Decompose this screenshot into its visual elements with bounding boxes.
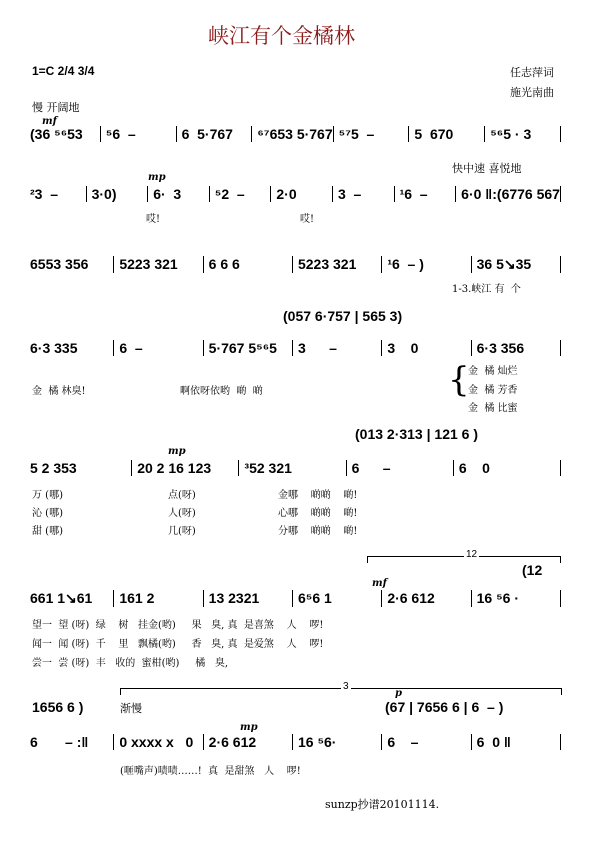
- measure: (36 ⁵⁶53: [30, 126, 83, 142]
- measure: ¹6 – ): [381, 256, 470, 273]
- tempo-marking: 渐慢: [120, 702, 142, 715]
- interlude: (013 2·313 | 121 6 ): [355, 426, 478, 442]
- lyric: 几(呀): [168, 526, 196, 537]
- measure: ¹6 –: [394, 186, 456, 202]
- lyric: 1-3.峡江 有 个: [452, 284, 521, 295]
- dynamic-p: p: [395, 688, 402, 699]
- lyric: 金 橘 芳香: [468, 385, 518, 396]
- dynamic-mf: mf: [42, 116, 57, 127]
- lyric: 心哪 啲啲 啲!: [278, 508, 358, 519]
- tempo-marking: 快中速 喜悦地: [452, 162, 522, 175]
- measure: ⁵⁶5 · 3: [484, 126, 560, 142]
- measure: 3·0): [86, 186, 148, 202]
- measure: 6 0: [453, 460, 560, 476]
- notation-row: [30, 590, 561, 607]
- lyric: 啊依呀依哟 啲 啲: [180, 386, 263, 397]
- brace: {: [448, 360, 470, 400]
- lyric: (咂嘴声)啧啧……! 真 是甜煞 人 啰!: [120, 766, 301, 777]
- notation-row: [30, 460, 561, 476]
- dynamic-mp: mp: [148, 172, 166, 183]
- notation-row: [30, 734, 561, 750]
- lyric: 金 橘 林臭!: [32, 386, 86, 397]
- lyric: 哎!: [300, 214, 315, 225]
- measure: 6 – :‖: [30, 734, 89, 750]
- measure: 5223 321: [113, 256, 202, 273]
- lyric: 点(呀): [168, 490, 196, 501]
- lyric: 金 橘 比蜜: [468, 403, 518, 414]
- measure: 5223 321: [292, 256, 381, 273]
- measure: ⁵⁷5 –: [333, 126, 409, 142]
- measure: ³52 321: [238, 460, 345, 476]
- lyricist-credit: 任志萍词: [510, 66, 554, 79]
- measure: 161 2: [113, 590, 202, 607]
- measure: ⁵2 –: [209, 186, 271, 202]
- score-title: 峡江有个金橘林: [208, 24, 355, 48]
- measure: ⁶⁷653 5·767: [251, 126, 332, 142]
- measure: 36 5↘35: [471, 256, 560, 273]
- composer-credit: 施光南曲: [510, 86, 554, 99]
- measure: 13 2321: [203, 590, 292, 607]
- measure: ²3 –: [30, 186, 59, 202]
- repeat-bracket: [120, 681, 562, 695]
- lyric: 分哪 啲啲 啲!: [278, 526, 358, 537]
- interlude: (057 6·757 | 565 3): [283, 308, 403, 324]
- interlude: 1656 6 ): [32, 699, 84, 715]
- lyric: 尝一 尝 (呀) 丰 收的 蜜柑(哟) 橘 臭,: [32, 658, 229, 669]
- notation-row: [30, 256, 561, 273]
- measure: 6 6 6: [203, 256, 292, 273]
- interlude: (12: [522, 562, 543, 578]
- measure: 2·6 612: [203, 734, 292, 750]
- measure: 5 2 353: [30, 460, 77, 476]
- lyric: 金 橘 灿烂: [468, 366, 518, 377]
- measure: 3 0: [381, 340, 470, 356]
- measure: 6 –: [113, 340, 202, 356]
- key-signature: 1=C 2/4 3/4: [32, 64, 95, 78]
- dynamic-mf: mf: [372, 578, 387, 589]
- measure: 20 2 16 123: [131, 460, 238, 476]
- measure: 2·0: [270, 186, 332, 202]
- lyric: 金哪 啲啲 啲!: [278, 490, 358, 501]
- measure: 6 –: [346, 460, 453, 476]
- notation-row: [30, 126, 561, 142]
- lyric: 沁 (哪): [32, 508, 63, 519]
- measure: ⁵6 –: [100, 126, 176, 142]
- measure: 5 670: [408, 126, 484, 142]
- notation-row: [30, 340, 561, 356]
- measure: 6·3 356: [471, 340, 560, 356]
- lyric: 望一 望 (呀) 绿 树 挂金(哟) 果 臭, 真 是喜煞 人 啰!: [32, 620, 324, 631]
- measure: 6553 356: [30, 256, 89, 272]
- measure: 6·0 ‖:(6776 567: [455, 186, 560, 202]
- measure: 5·767 5⁵⁶5: [203, 340, 292, 356]
- dynamic-mp: mp: [240, 722, 258, 733]
- lyric: 万 (哪): [32, 490, 63, 501]
- tempo-marking: 慢 开阔地: [32, 101, 80, 114]
- measure: 2·6 612: [381, 590, 470, 607]
- measure: 6 0 ‖: [471, 734, 560, 750]
- measure: 6·3 335: [30, 340, 78, 356]
- measure: 6· 3: [147, 186, 209, 202]
- measure: 661 1↘61: [30, 590, 93, 606]
- lyric: 人(呀): [168, 508, 196, 519]
- measure: 3 –: [292, 340, 381, 356]
- measure: 3 –: [332, 186, 394, 202]
- measure: 0 xxxx x 0: [113, 734, 202, 750]
- lyric: 闻一 闻 (呀) 千 里 飘橘(哟) 香 臭, 真 是爱煞 人 啰!: [32, 639, 324, 650]
- transcriber-note: sunzp抄谱20101114.: [325, 798, 440, 811]
- dynamic-mp: mp: [168, 446, 186, 457]
- bracket-label: 3: [343, 681, 349, 692]
- notation-row: [30, 186, 561, 202]
- lyric: 哎!: [146, 214, 161, 225]
- measure: 16 ⁵6 ·: [471, 590, 560, 607]
- interlude: (67 | 7656 6 | 6 – ): [385, 699, 504, 715]
- measure: 6 5·767: [176, 126, 252, 142]
- lyric: 甜 (哪): [32, 526, 63, 537]
- measure: 16 ⁵6·: [292, 734, 381, 750]
- bracket-label: 12: [466, 549, 478, 560]
- measure: 6 –: [381, 734, 470, 750]
- measure: 6⁵6 1: [292, 590, 381, 607]
